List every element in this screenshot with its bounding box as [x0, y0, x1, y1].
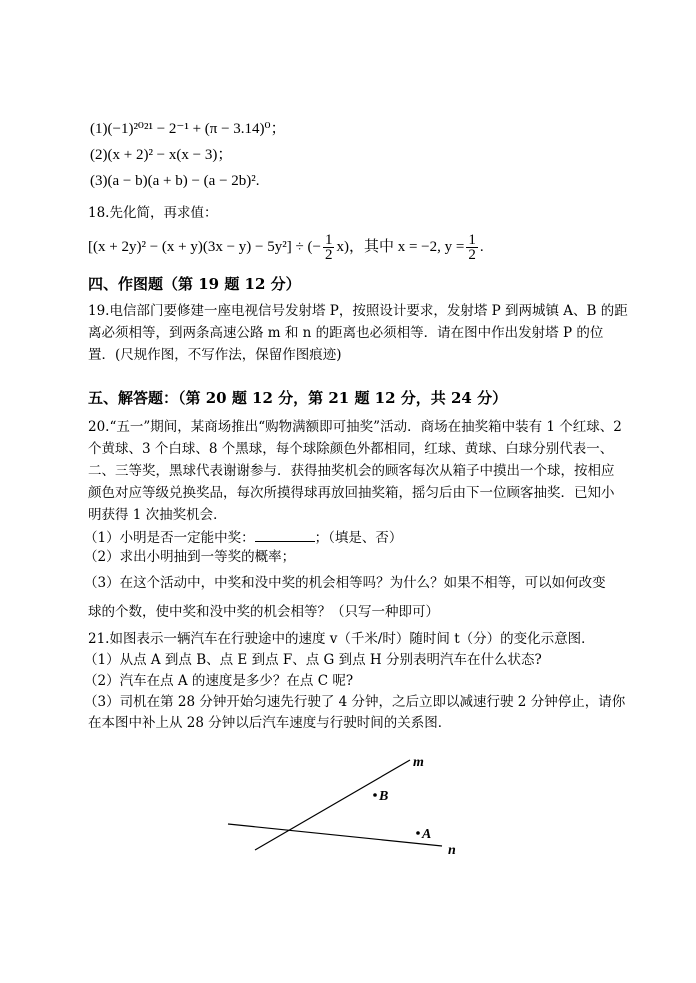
q18-fraction-2: $\frac{1}{2}$	[468, 232, 476, 264]
line-m	[255, 760, 410, 850]
label-A: A	[422, 827, 432, 842]
point-A-dot	[416, 831, 420, 835]
section-5-heading: 五、解答题：（第 20 题 12 分，第 21 题 12 分，共 24 分）	[88, 389, 508, 407]
q20-line-2: 个黄球、3 个白球、8 个黑球，每个球除颜色外都相同，红球、黄球、白球分别代表一、	[88, 441, 614, 457]
q17-item-3: (3)(a − b)(a + b) − (a − 2b)².	[90, 173, 260, 189]
q19-line-1: 19.电信部门要修建一座电视信号发射塔 P，按照设计要求，发射塔 P 到两城镇 A、B 的距	[88, 303, 628, 319]
label-B: B	[379, 789, 389, 804]
q20-sub-1-hint: ；（填是、否）	[314, 530, 403, 546]
q21-sub-3-line-1: （3）司机在第 28 分钟开始匀速先行驶了 4 分钟，之后立即以减速行驶 2 分钟停止，请你	[84, 694, 626, 710]
line-n	[228, 824, 442, 846]
q17-item-1: (1)(−1)²⁰²¹ − 2⁻¹ + (π − 3.14)⁰；	[90, 121, 286, 137]
q19-line-2: 离必须相等，到两条高速公路 m 和 n 的距离也必须相等．请在图中作出发射塔 P 的位	[88, 325, 604, 341]
q18-stem: 18.先化简，再求值：	[88, 205, 218, 221]
q18-expr-left: [(x + 2y)² − (x + y)(3x − y) − 5y²] ÷ (−	[88, 239, 321, 255]
label-m: m	[413, 755, 424, 770]
q21-sub-1: （1）从点 A 到点 B、点 E 到点 F、点 G 到点 H 分别表明汽车在什么状态?	[84, 652, 542, 668]
geometry-figure	[220, 750, 470, 860]
q20-line-5: 明获得 1 次抽奖机会．	[88, 507, 227, 523]
section-4-heading: 四、作图题（第 19 题 12 分）	[88, 275, 301, 293]
answer-blank[interactable]	[255, 527, 315, 542]
label-n: n	[448, 843, 456, 858]
q18-expression	[88, 232, 484, 262]
q18-expr-mid: x)，其中 x = −2, y =	[336, 239, 465, 255]
q20-line-4: 颜色对应等级兑换奖品，每次所摸得球再放回抽奖箱，摇匀后由下一位顾客抽奖．已知小	[88, 485, 615, 501]
q19-line-3: 置．(尺规作图，不写作法，保留作图痕迹)	[88, 347, 342, 363]
point-B-dot	[373, 793, 377, 797]
q21-sub-2: （2）汽车在点 A 的速度是多少？在点 C 呢?	[84, 673, 354, 689]
q17-item-2: (2)(x + 2)² − x(x − 3)；	[90, 147, 233, 163]
q20-sub-1-prompt: （1）小明是否一定能中奖：	[84, 530, 255, 546]
q20-line-1: 20.“五一”期间，某商场推出“购物满额即可抽奖”活动．商场在抽奖箱中装有 1 个红球、2	[88, 419, 622, 435]
q18-fraction-1: $\frac{1}{2}$	[324, 232, 333, 264]
q20-sub-1	[84, 527, 402, 547]
q20-sub-2: （2）求出小明抽到一等奖的概率；	[84, 549, 296, 565]
q20-sub-3-line-1: （3）在这个活动中，中奖和没中奖的机会相等吗？为什么？如果不相等，可以如何改变	[84, 575, 606, 591]
q21-line-1: 21.如图表示一辆汽车在行驶途中的速度 v（千米/时）随时间 t（分）的变化示意图．	[88, 631, 595, 647]
q18-expr-end: .	[479, 239, 484, 255]
q20-line-3: 二、三等奖，黑球代表谢谢参与．获得抽奖机会的顾客每次从箱子中摸出一个球，按相应	[88, 463, 615, 479]
q21-sub-3-line-2: 在本图中补上从 28 分钟以后汽车速度与行驶时间的关系图．	[88, 715, 452, 731]
q20-sub-3-line-2: 球的个数，使中奖和没中奖的机会相等？（只写一种即可）	[88, 604, 439, 620]
